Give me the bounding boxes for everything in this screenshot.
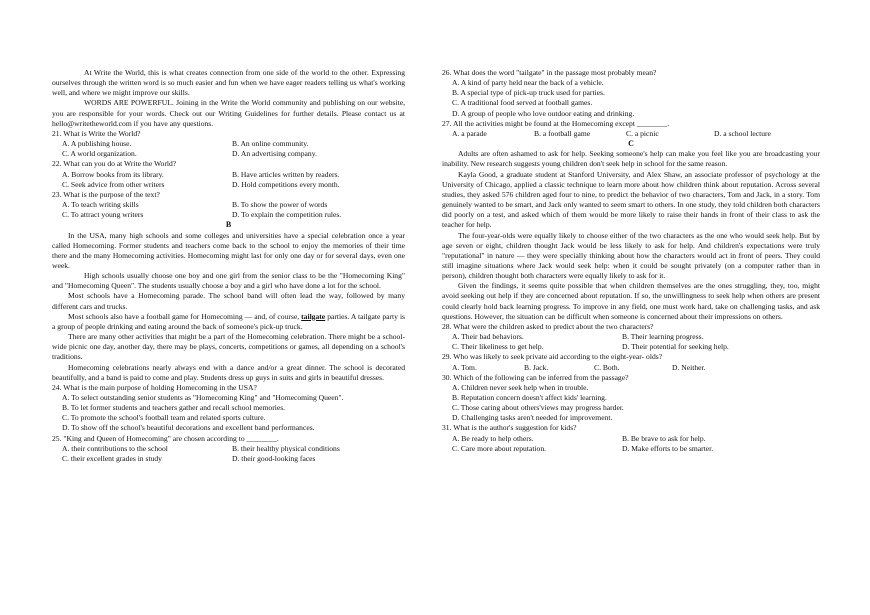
option-27a[interactable]: A. a parade xyxy=(452,128,487,138)
question-31-options-ab xyxy=(442,434,820,444)
passage-b-paragraph-6: Homecoming celebrations nearly always end with a dance and/or a great dinner. The school is decorated beautifully, and a band is paid to come and play. Students dress up guys in suits and girls in beautiful dresses. xyxy=(52,362,405,382)
option-23a[interactable]: A. To teach writing skills xyxy=(62,200,139,210)
option-31a[interactable]: A. Be ready to help others. xyxy=(452,433,534,443)
option-24c[interactable]: C. To promote the school's football team and related sports culture. xyxy=(62,413,266,423)
passage-b-p4-end: parties. A tailgate party is a group of people drinking and eating around the back of someone's pick-up truck. xyxy=(52,311,406,331)
option-22d[interactable]: D. Hold competitions every month. xyxy=(232,179,340,189)
option-21a[interactable]: A. A publishing house. xyxy=(62,139,132,149)
option-26b[interactable]: B. A special type of pick-up truck used for parties. xyxy=(452,88,605,98)
question-24-stem: 24. What is the main purpose of holding Homecoming in the USA? xyxy=(52,382,257,392)
question-29-stem: 29. Who was likely to seek private aid according to the eight-year- olds? xyxy=(442,352,663,362)
question-25-options-ab xyxy=(52,444,405,454)
option-28d[interactable]: D. Their potential for seeking help. xyxy=(622,342,729,352)
passage-c-paragraph-3: The four-year-olds were equally likely to choose either of the two characters as the one who would seek help. But by age seven or eight, children thought Jack would be less likely to ask for help. And children's expectations were truly "reputational" in nature — they were specially thinking about how the characters would act in front of peers. They could still imagine situations where Jack would seek help: when it could be sought privately (on a computer rather than in person), children thought both characters were equally likely to ask for it. xyxy=(442,230,820,281)
question-30-stem: 30. Which of the following can be inferred from the passage? xyxy=(442,372,629,382)
option-22b[interactable]: B. Have articles written by readers. xyxy=(232,169,340,179)
option-23c[interactable]: C. To attract young writers xyxy=(62,210,144,220)
option-27d[interactable]: D. a school lecture xyxy=(714,128,771,138)
option-29b[interactable]: B. Jack. xyxy=(524,362,549,372)
question-28-stem: 28. What were the children asked to predict about the two characters? xyxy=(442,321,654,331)
question-22-stem: 22. What can you do at Write the World? xyxy=(52,159,177,169)
option-30b[interactable]: B. Reputation concern doesn't affect kids' learning. xyxy=(452,393,607,402)
option-25b[interactable]: B. their healthy physical conditions xyxy=(232,443,340,453)
question-27-stem: 27. All the activities might be found at the Homecoming except ________. xyxy=(442,118,670,128)
intro-paragraph-2: WORDS ARE POWERFUL. Joining in the Write the World community and publishing on our website, you are responsible for your words. Check out our Writing Guidelines for further details. Please contact us at hello@writetheworld.com if you have any questions. xyxy=(52,98,405,128)
question-22-options-ab xyxy=(52,170,405,180)
option-26c[interactable]: C. A traditional food served at football games. xyxy=(452,98,593,108)
tailgate-word: tailgate xyxy=(301,311,326,321)
option-28a[interactable]: A. Their bad behaviors. xyxy=(452,332,524,342)
option-31c[interactable]: C. Care more about reputation. xyxy=(452,443,547,453)
option-29d[interactable]: D. Neither. xyxy=(672,362,706,372)
option-30d[interactable]: D. Challenging tasks aren't needed for improvement. xyxy=(452,413,613,423)
left-column xyxy=(52,68,405,464)
option-26d[interactable]: D. A group of people who love outdoor eating and drinking. xyxy=(452,108,635,118)
option-30a[interactable]: A. Children never seek help when in trouble. xyxy=(452,382,589,392)
option-24a[interactable]: A. To select outstanding senior students as "Homecoming King" and "Homecoming Queen". xyxy=(62,393,344,402)
option-29c[interactable]: C. Both. xyxy=(594,362,620,372)
question-31-options-cd xyxy=(442,444,820,454)
option-24d[interactable]: D. To show off the school's beautiful decorations and excellent band performances. xyxy=(62,423,315,433)
option-30c[interactable]: C. Those caring about others'views may progress harder. xyxy=(452,403,624,413)
option-23d[interactable]: D. To explain the competition rules. xyxy=(232,210,342,220)
passage-b-paragraph-1: In the USA, many high schools and some colleges and universities have a special celebration once a year called Homecoming. Former students and teachers come back to the school to enjoy the memories of their time there and the many Homecoming activities. Homecoming might last for only one day or for several days, even one week. xyxy=(52,230,405,270)
option-22c[interactable]: C. Seek advice from other writers xyxy=(62,179,165,189)
option-27b[interactable]: B. a football game xyxy=(534,128,591,138)
passage-b-paragraph-2: High schools usually choose one boy and one girl from the senior class to be the "Homecoming King" and "Homecoming Queen". The students usually choose a boy and a girl who have done a lot for the school. xyxy=(52,271,405,291)
question-22-options-cd xyxy=(52,180,405,190)
option-26a[interactable]: A. A kind of party held near the back of a vehicle. xyxy=(452,78,604,88)
option-21d[interactable]: D. An advertising company. xyxy=(232,149,317,159)
question-28-options-cd xyxy=(442,342,820,352)
passage-c-paragraph-2: Kayla Good, a graduate student at Stanford University, and Alex Shaw, an associate professor of psychology at the University of Chicago, applied a classic technique to learn more about how children think about reputation. Across several studies, they asked 576 children aged four to nine, to predict the behavior of two characters, Tom and Jack, in a story. Tom genuinely wanted to be smart, and Jack only wanted to seem smart to others. In one study, they told children both characters did poorly on a test, and asked which of them would be more likely to raise their hands in front of their class to ask the teacher for help. xyxy=(442,169,820,230)
option-31d[interactable]: D. Make efforts to be smarter. xyxy=(622,443,714,453)
question-23-options-cd xyxy=(52,210,405,220)
question-29-options xyxy=(442,363,820,373)
question-21-options-ab xyxy=(52,139,405,149)
question-23-options-ab xyxy=(52,200,405,210)
question-25-stem: 25. "King and Queen of Homecoming" are chosen according to ________. xyxy=(52,433,279,443)
option-24b[interactable]: B. To let former students and teachers gather and recall school memories. xyxy=(62,403,286,413)
option-28b[interactable]: B. Their learning progress. xyxy=(622,332,704,342)
passage-c-paragraph-1: Adults are often ashamed to ask for help. Seeking someone's help can make you feel like you are broadcasting your inability. New research suggests young children don't seek help in school for the same reason. xyxy=(442,149,820,169)
option-25c[interactable]: C. their excellent grades in study xyxy=(62,453,162,463)
option-29a[interactable]: A. Tom. xyxy=(452,362,477,372)
passage-b-paragraph-3: Most schools have a Homecoming parade. The school band will often lead the way, followed by many different cars and trucks. xyxy=(52,291,405,311)
option-21c[interactable]: C. A world organization. xyxy=(62,149,137,159)
option-28c[interactable]: C. Their likeliness to get help. xyxy=(452,342,544,352)
intro-paragraph-1: At Write the World, this is what creates connection from one side of the world to the other. Expressing ourselves through the written word is so much easier and fun when we have eager readers telling us what's working well, and where we might improve our skills. xyxy=(52,68,405,98)
passage-b-paragraph-5: There are many other activities that might be a part of the Homecoming celebration. There might be a school-wide picnic one day, another day, there may be plays, concerts, competitions or games, all depending on a school's traditions. xyxy=(52,332,405,362)
option-31b[interactable]: B. Be brave to ask for help. xyxy=(622,433,706,443)
question-26-stem: 26. What does the word "tailgate" in the passage most probably mean? xyxy=(442,68,657,77)
option-22a[interactable]: A. Borrow books from its library. xyxy=(62,169,164,179)
section-c-heading: C xyxy=(628,139,634,149)
option-25a[interactable]: A. their contributions to the school xyxy=(62,443,168,453)
passage-b-paragraph-4 xyxy=(52,312,405,332)
passage-c-paragraph-4: Given the findings, it seems quite possible that when children themselves are the ones struggling, they, too, might avoid seeking out help if they are concerned about reputation. If so, the unwillingness to seek help when others are present could clearly hold back learning progress. To improve in any field, one must work hard, take on challenging tasks, and ask questions. However, the situation can be difficult when someone is concerned about their impressions on others. xyxy=(442,281,820,321)
option-25d[interactable]: D. their good-looking faces xyxy=(232,453,316,463)
question-28-options-ab xyxy=(442,332,820,342)
question-31-stem: 31. What is the author's suggestion for kids? xyxy=(442,423,577,433)
passage-b-p4-start: Most schools also have a football game for Homecoming — and, of course, xyxy=(68,311,302,321)
option-23b[interactable]: B. To show the power of words xyxy=(232,200,328,210)
question-21-stem: 21. What is Write the World? xyxy=(52,128,141,138)
question-27-options xyxy=(442,129,820,139)
question-23-stem: 23. What is the purpose of the text? xyxy=(52,189,160,199)
option-21b[interactable]: B. An online community. xyxy=(232,139,309,149)
section-b-heading: B xyxy=(225,220,232,230)
option-27c[interactable]: C. a picnic xyxy=(626,128,659,138)
right-column xyxy=(442,68,820,454)
question-21-options-cd xyxy=(52,149,405,159)
question-25-options-cd xyxy=(52,454,405,464)
